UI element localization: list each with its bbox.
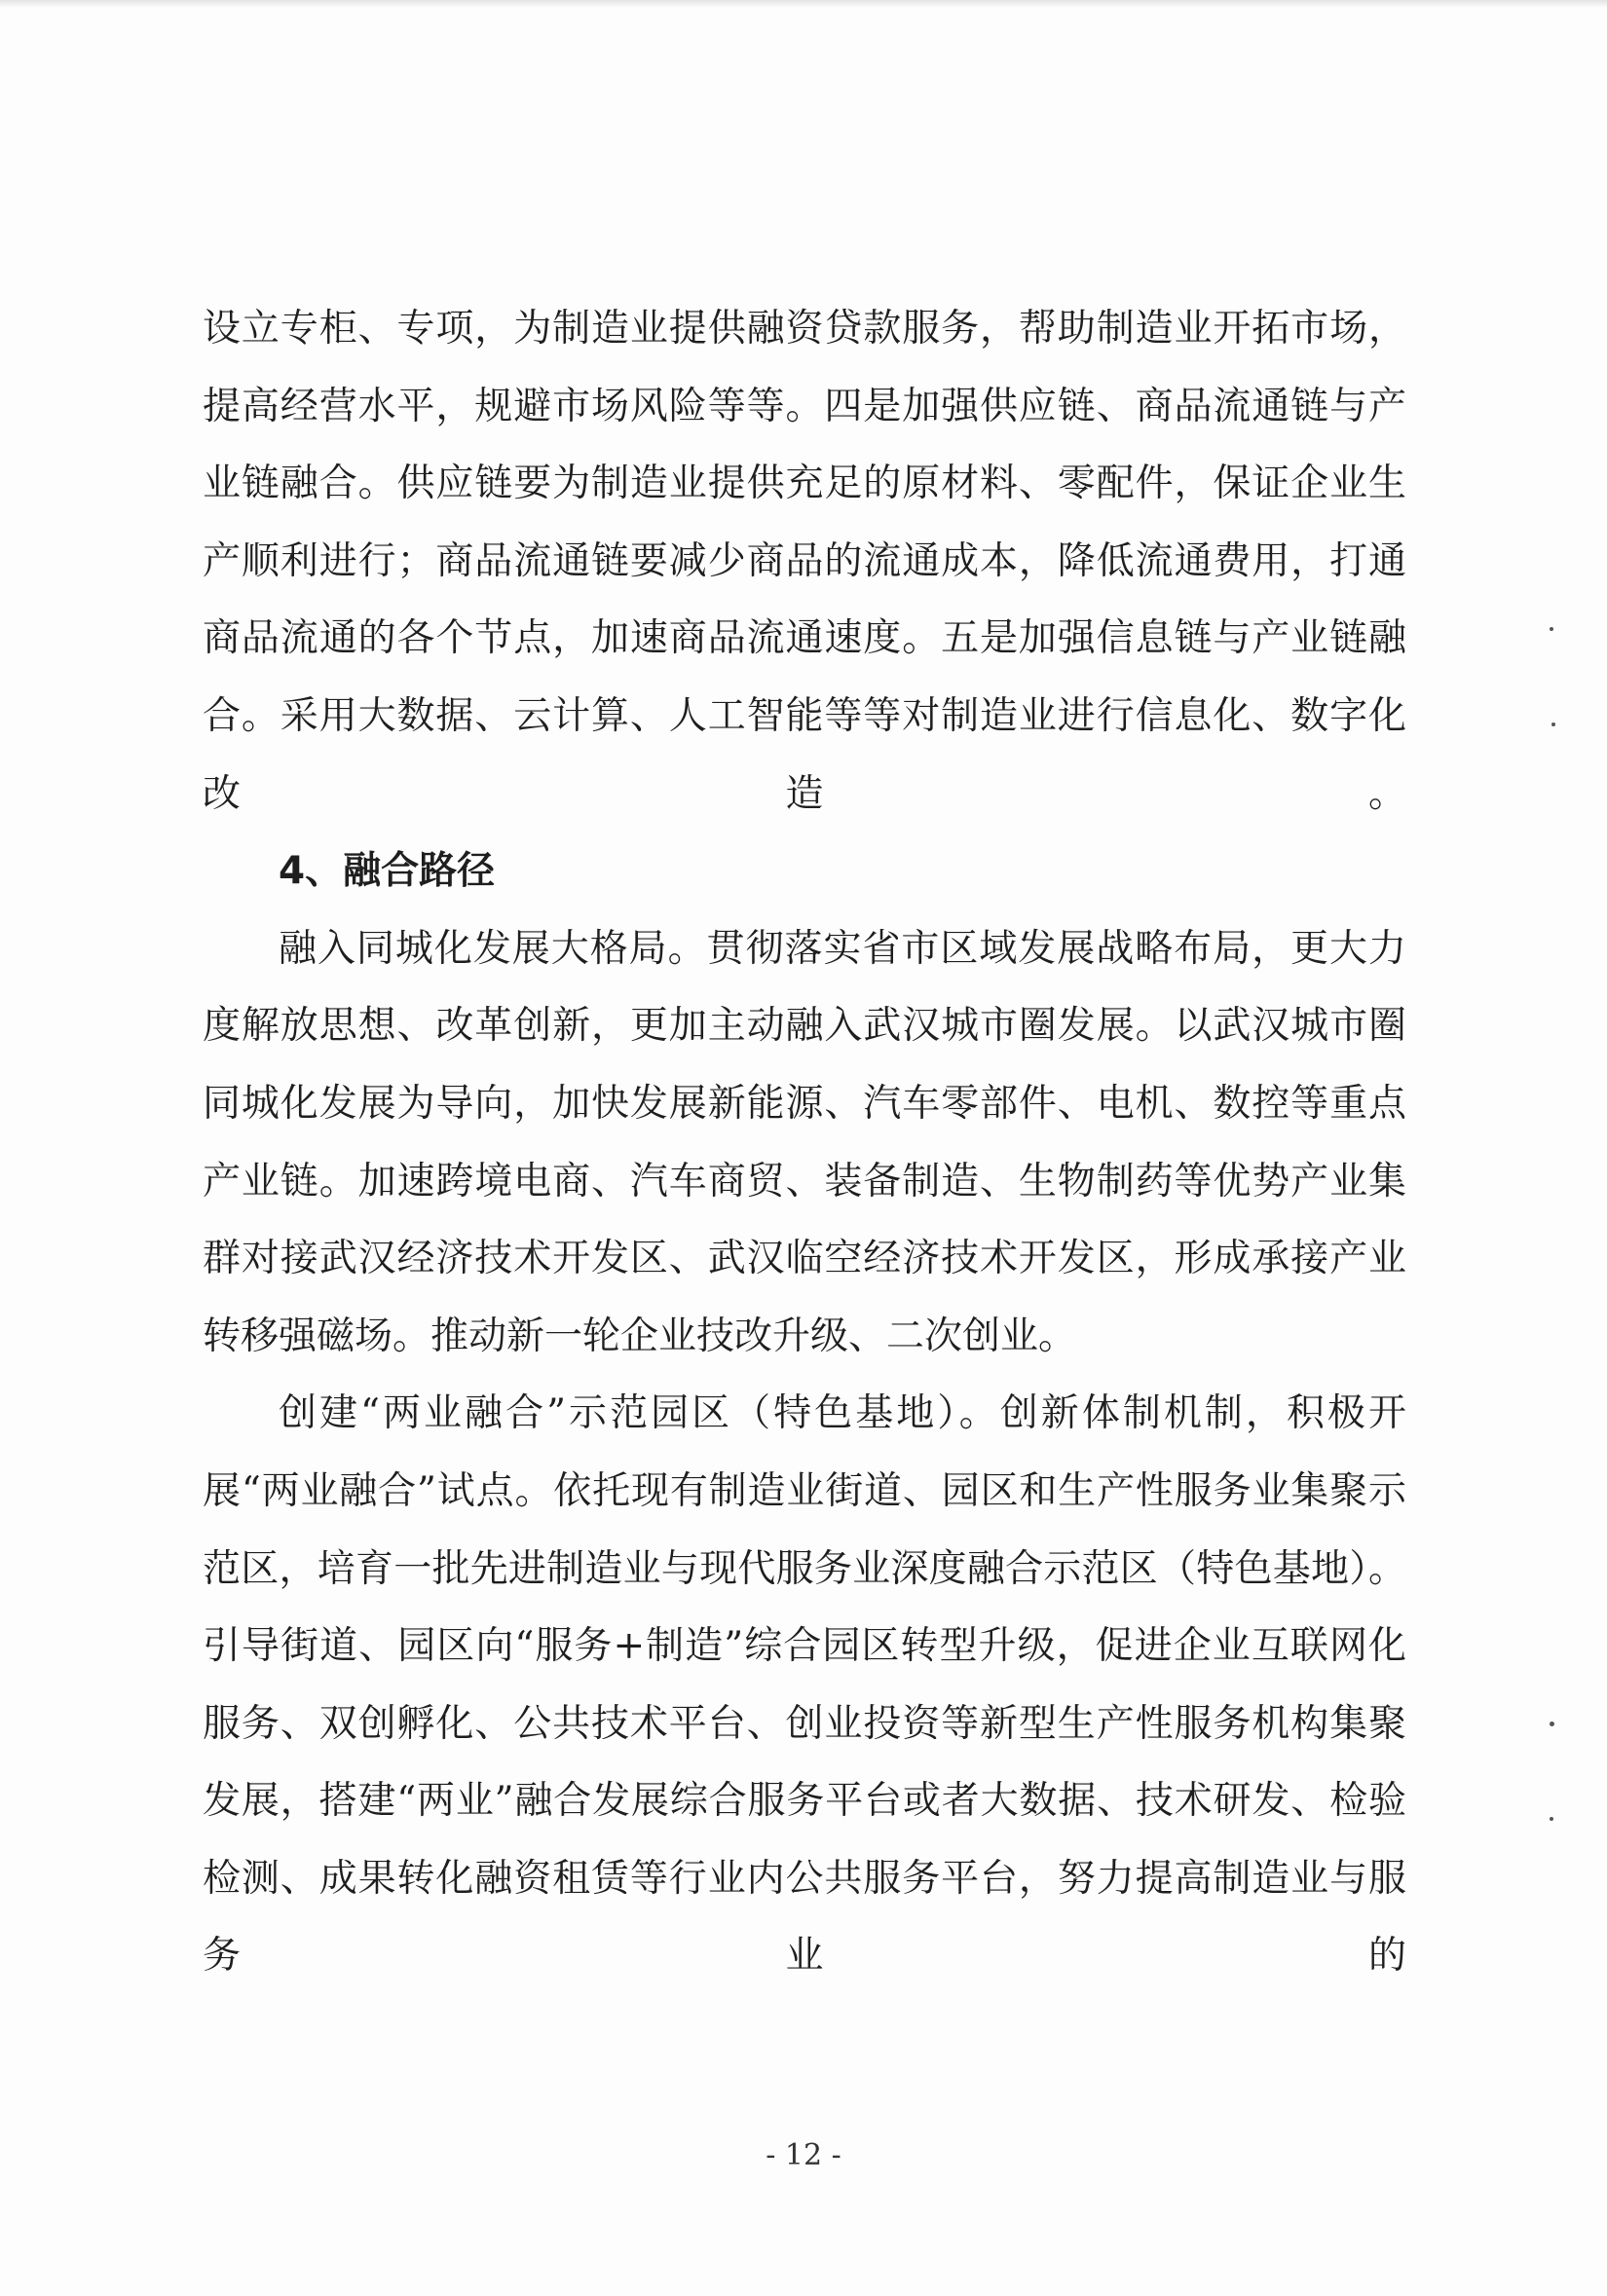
scan-speck [1550, 1817, 1553, 1821]
scan-speck [1550, 627, 1553, 631]
document-body [203, 290, 1406, 1995]
scan-speck [1551, 722, 1555, 726]
paragraph-demonstration-park: 创建“两业融合”示范园区（特色基地）。创新体制机制，积极开展“两业融合”试点。依托现有制造业街道、园区和生产性服务业集聚示范区，培育一批先进制造业与现代服务业深度融合示范区（特色基地）。引导街道、园区向“服务+制造”综合园区转型升级，促进企业互联网化服务、双创孵化、公共技术平台、创业投资等新型生产性服务机构集聚发展，搭建“两业”融合发展综合服务平台或者大数据、技术研发、检验检测、成果转化融资租赁等行业内公共服务平台，努力提高制造业与服务业的 [203, 1391, 1406, 1979]
scan-speck [1550, 1722, 1554, 1726]
page-number: - 12 - [766, 2138, 841, 2172]
continuation-paragraph: 设立专柜、专项，为制造业提供融资贷款服务，帮助制造业开拓市场，提高经营水平，规避市场风险等等。四是加强供应链、商品流通链与产业链融合。供应链要为制造业提供充足的原材料、零配件，保证企业生产顺利进行；商品流通链要减少商品的流通成本，降低流通费用，打通商品流通的各个节点，加速商品流通速度。五是加强信息链与产业链融合。采用大数据、云计算、人工智能等等对制造业进行信息化、数字化改造。 [203, 307, 1406, 816]
paragraph-integration: 融入同城化发展大格局。贯彻落实省市区域发展战略布局，更大力度解放思想、改革创新，更加主动融入武汉城市圈发展。以武汉城市圈同城化发展为导向，加快发展新能源、汽车零部件、电机、数控等重点产业链。加速跨境电商、汽车商贸、装备制造、生物制药等优势产业集群对接武汉经济技术开发区、武汉临空经济技术开发区，形成承接产业转移强磁场。推动新一轮企业技改升级、二次创业。 [203, 926, 1406, 1358]
scan-top-edge [0, 0, 1607, 8]
section-heading: 4、融合路径 [279, 849, 496, 894]
